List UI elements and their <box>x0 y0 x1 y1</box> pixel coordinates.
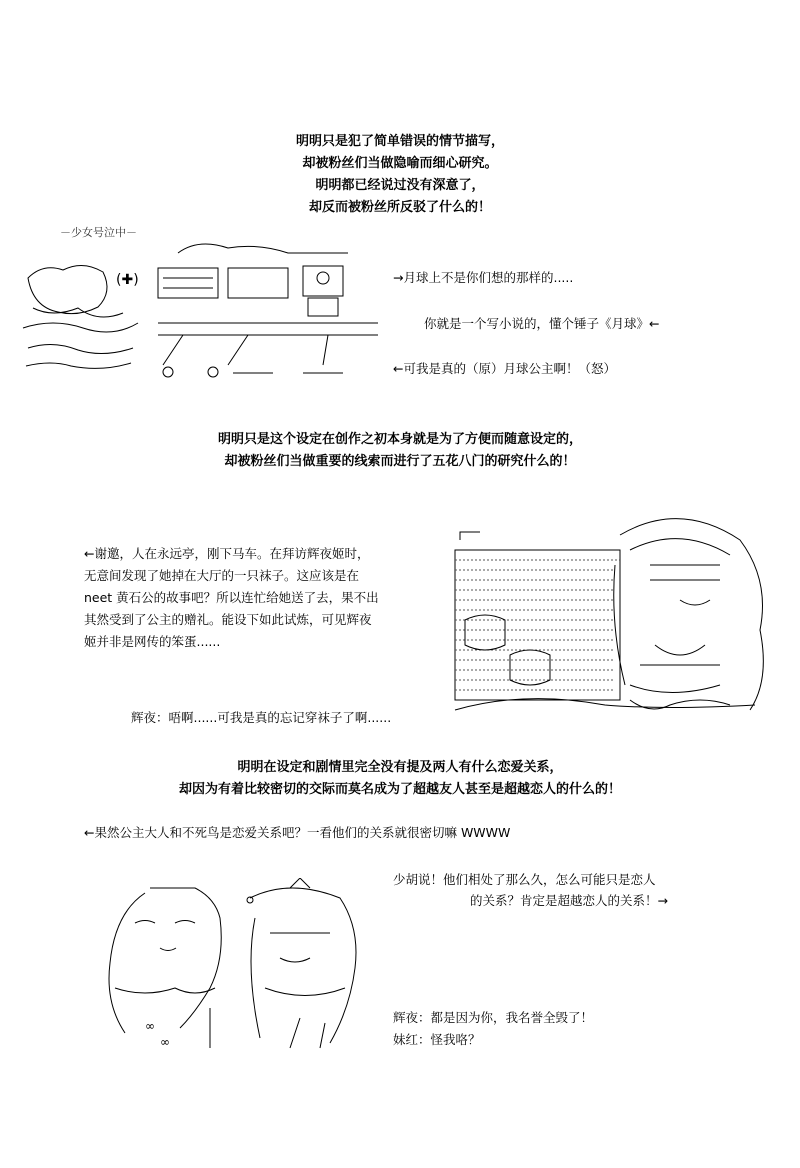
kaguya-reply: 辉夜：唔啊......可我是真的忘记穿袜子了啊...... <box>131 710 392 725</box>
heading-line: 明明都已经说过没有深意了， <box>315 178 485 193</box>
fan-comment: ←果然公主大人和不死鸟是恋爱关系吧？一看他们的关系就很密切嘛 WWWW <box>84 825 511 840</box>
story-line: 其然受到了公主的赠礼。能设下如此试炼，可见辉夜 <box>84 612 372 627</box>
heading-line: 明明在设定和剧情里完全没有提及两人有什么恋爱关系， <box>237 760 563 775</box>
story-text <box>84 543 454 653</box>
svg-text:∞: ∞ <box>160 1035 170 1049</box>
side-note-2: 你就是一个写小说的，懂个锤子《月球》← <box>424 316 660 331</box>
svg-text:(✚): (✚) <box>116 272 139 288</box>
section1-heading <box>150 131 650 219</box>
dialogue <box>393 1007 593 1051</box>
heading-line: 却因为有着比较密切的交际而莫名成为了超越友人甚至是超越恋人的什么的！ <box>178 782 621 797</box>
story-line: neet 黄石公的故事吧？所以连忙给她送了去，果不出 <box>84 590 379 605</box>
story-line: ←谢邀，人在永远亭，刚下马车。在拜访辉夜姬时， <box>84 546 370 561</box>
ascii-art-kaguya-sock <box>450 505 770 720</box>
dialogue-line-mokou: 妹红：怪我咯？ <box>393 1032 481 1047</box>
side-note-3: ←可我是真的（原）月球公主啊！（怒） <box>393 361 616 376</box>
heading-line: 却被粉丝们当做重要的线索而进行了五花八门的研究什么的！ <box>224 454 576 469</box>
heading-line: 明明只是这个设定在创作之初本身就是为了方便而随意设定的， <box>217 432 582 447</box>
section3-heading <box>60 757 740 801</box>
moon-scene-drawing <box>18 238 383 383</box>
dialogue-line-kaguya: 辉夜：都是因为你，我名誉全毁了！ <box>393 1010 594 1025</box>
kaguya-mokou-drawing <box>90 878 365 1053</box>
section2-heading <box>80 429 720 473</box>
story-line: 姬并非是网传的笨蛋...... <box>84 634 221 649</box>
rebuttal-line-1: 少胡说！他们相处了那么久，怎么可能只是恋人 <box>393 872 656 887</box>
ascii-art-moon-scene <box>18 238 383 383</box>
side-note-1: →月球上不是你们想的那样的..... <box>393 270 574 285</box>
rebuttal-line-2: 的关系？肯定是超越恋人的关系！→ <box>470 893 668 908</box>
ascii-art-kaguya-mokou <box>90 878 365 1053</box>
heading-line: 却被粉丝们当做隐喻而细心研究。 <box>302 156 498 171</box>
heading-line: 却反而被粉丝所反驳了什么的！ <box>308 200 491 215</box>
art-caption: －少女号泣中－ <box>60 226 137 239</box>
svg-text:∞: ∞ <box>145 1019 155 1033</box>
kaguya-sock-drawing <box>450 505 770 720</box>
story-line: 无意间发现了她掉在大厅的一只袜子。这应该是在 <box>84 568 360 583</box>
heading-line: 明明只是犯了简单错误的情节描写， <box>295 134 504 149</box>
